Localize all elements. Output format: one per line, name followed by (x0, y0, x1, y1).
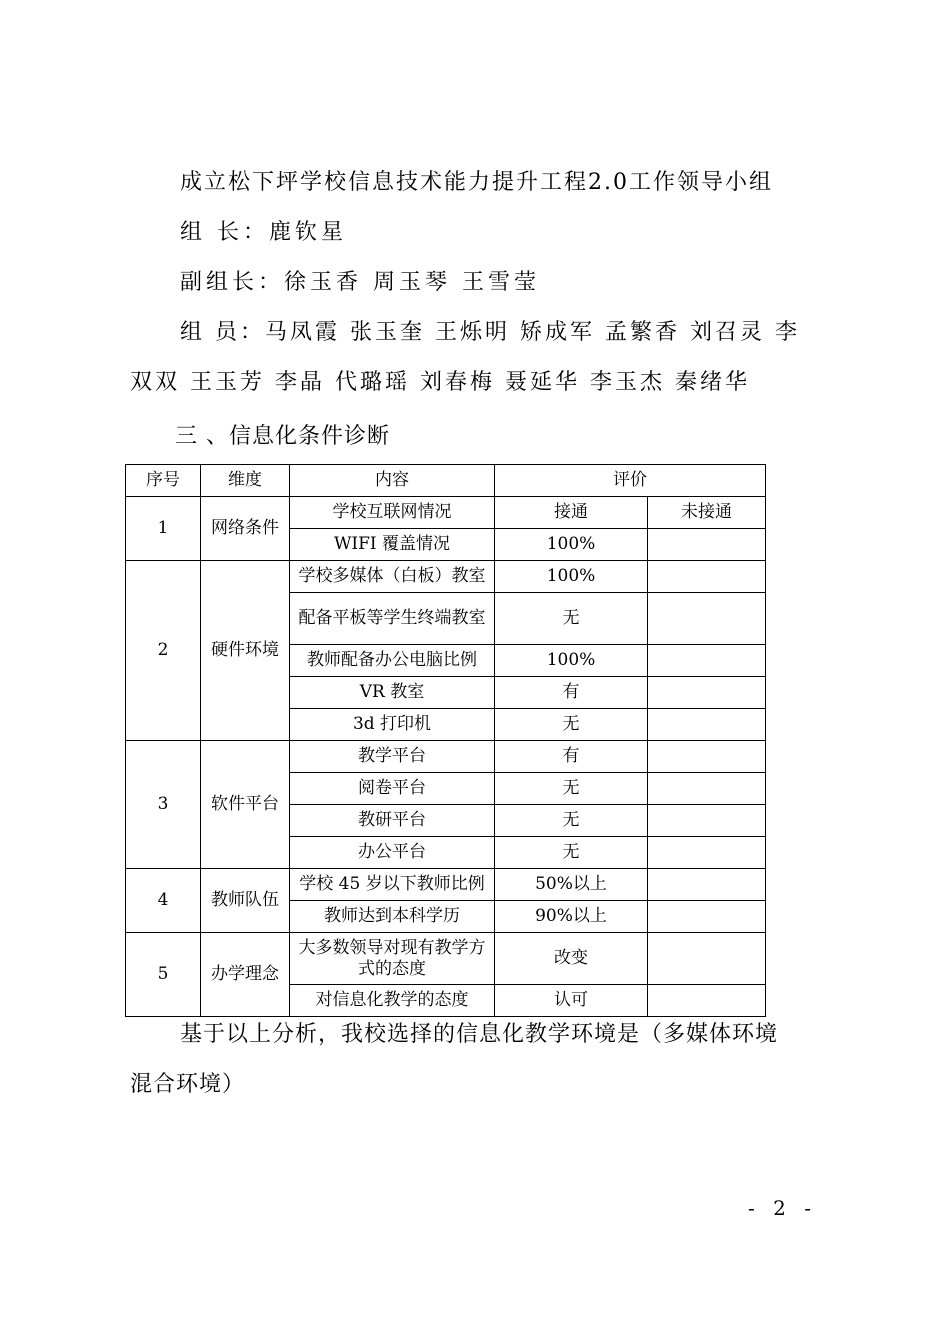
row-content: 阅卷平台 (290, 773, 495, 805)
group-dimension: 教师队伍 (201, 869, 290, 933)
group-index: 2 (126, 561, 201, 741)
row-not-connected (648, 741, 766, 773)
group-index: 5 (126, 933, 201, 1017)
row-content: 配备平板等学生终端教室 (290, 593, 495, 645)
row-content: 教研平台 (290, 805, 495, 837)
row-content: 学校互联网情况 (290, 497, 495, 529)
row-content: VR 教室 (290, 677, 495, 709)
row-not-connected (648, 837, 766, 869)
group-dimension: 软件平台 (201, 741, 290, 869)
group-dimension: 网络条件 (201, 497, 290, 561)
row-connected: 接通 (495, 497, 648, 529)
section-heading: 三 、信息化条件诊断 (175, 424, 390, 449)
row-connected: 100% (495, 645, 648, 677)
row-not-connected (648, 901, 766, 933)
row-connected: 无 (495, 837, 648, 869)
row-connected: 无 (495, 773, 648, 805)
row-not-connected (648, 645, 766, 677)
conclusion-line-1: 基于以上分析，我校选择的信息化教学环境是（多媒体环境 (180, 1022, 779, 1047)
row-content: 教学平台 (290, 741, 495, 773)
group-index: 4 (126, 869, 201, 933)
row-content: 对信息化教学的态度 (290, 985, 495, 1017)
row-connected: 无 (495, 805, 648, 837)
group-dimension: 办学理念 (201, 933, 290, 1017)
group-index: 1 (126, 497, 201, 561)
group-index: 3 (126, 741, 201, 869)
row-connected: 有 (495, 677, 648, 709)
conclusion-line-2: 混合环境） (130, 1072, 246, 1097)
row-connected: 认可 (495, 985, 648, 1017)
row-not-connected (648, 933, 766, 985)
row-not-connected (648, 561, 766, 593)
row-not-connected (648, 805, 766, 837)
deputy-line: 副组长：徐玉香 周玉琴 王雪莹 (180, 270, 540, 295)
page-number: - 2 - (748, 1196, 817, 1220)
group-title: 成立松下坪学校信息技术能力提升工程2.0工作领导小组 (180, 170, 773, 195)
row-not-connected (648, 709, 766, 741)
row-content: 学校多媒体（白板）教室 (290, 561, 495, 593)
row-not-connected (648, 593, 766, 645)
header-content: 内容 (290, 465, 495, 497)
members-line-1: 组 员：马凤霞 张玉奎 王烁明 矫成军 孟繁香 刘召灵 李 (180, 320, 800, 345)
row-not-connected: 未接通 (648, 497, 766, 529)
row-connected: 改变 (495, 933, 648, 985)
row-content: 大多数领导对现有教学方式的态度 (290, 933, 495, 985)
row-connected: 无 (495, 593, 648, 645)
row-connected: 90%以上 (495, 901, 648, 933)
row-connected: 100% (495, 561, 648, 593)
members-line-2: 双双 王玉芳 李晶 代璐瑶 刘春梅 聂延华 李玉杰 秦绪华 (130, 370, 750, 395)
row-connected: 有 (495, 741, 648, 773)
row-content: 学校 45 岁以下教师比例 (290, 869, 495, 901)
row-not-connected (648, 677, 766, 709)
row-not-connected (648, 985, 766, 1017)
diagnosis-table (125, 464, 766, 1017)
leader-line: 组 长：鹿钦星 (180, 220, 347, 245)
row-connected: 50%以上 (495, 869, 648, 901)
row-content: 教师配备办公电脑比例 (290, 645, 495, 677)
row-content: 3d 打印机 (290, 709, 495, 741)
header-evaluation: 评价 (495, 465, 766, 497)
row-connected: 无 (495, 709, 648, 741)
row-content: 办公平台 (290, 837, 495, 869)
row-not-connected (648, 869, 766, 901)
row-content: 教师达到本科学历 (290, 901, 495, 933)
row-not-connected (648, 773, 766, 805)
header-index: 序号 (126, 465, 201, 497)
row-content: WIFI 覆盖情况 (290, 529, 495, 561)
row-connected: 100% (495, 529, 648, 561)
header-dimension: 维度 (201, 465, 290, 497)
row-not-connected (648, 529, 766, 561)
group-dimension: 硬件环境 (201, 561, 290, 741)
